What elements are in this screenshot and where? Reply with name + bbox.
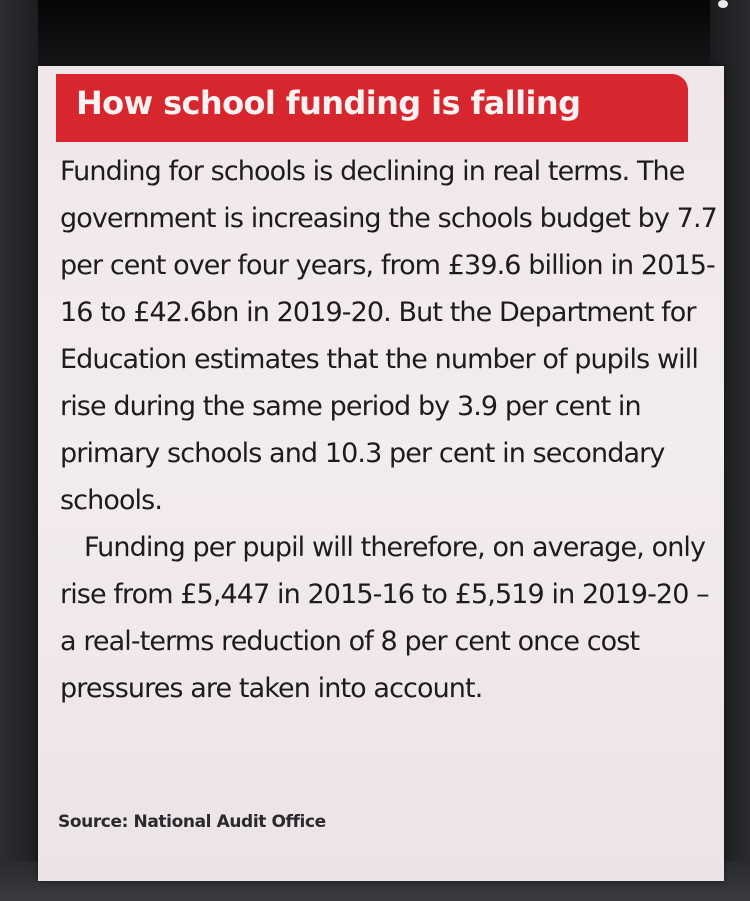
headline-bar [56, 74, 688, 142]
article-body [60, 148, 720, 712]
article-paragraph-2: Funding per pupil will therefore, on average, only rise from £5,447 in 2015-16 to £5,519 in 2019-20 – a real-terms reduction of 8 per cent once cost pressures are taken into account. [60, 532, 709, 704]
corner-dot-icon [718, 0, 728, 8]
article-card [38, 66, 724, 881]
headline: How school funding is falling [76, 84, 581, 122]
photo-backdrop-left [0, 0, 38, 901]
source-credit: Source: National Audit Office [58, 812, 326, 832]
article-paragraph-1: Funding for schools is declining in real terms. The government is increasing the schools budget by 7.7 per cent over four years, from £39.6 billion in 2015-16 to £42.6bn in 2019-20. But the Department for Education estimates that the number of pupils will rise during the same period by 3.9 per cent in primary schools and 10.3 per cent in secondary schools. [60, 156, 717, 516]
